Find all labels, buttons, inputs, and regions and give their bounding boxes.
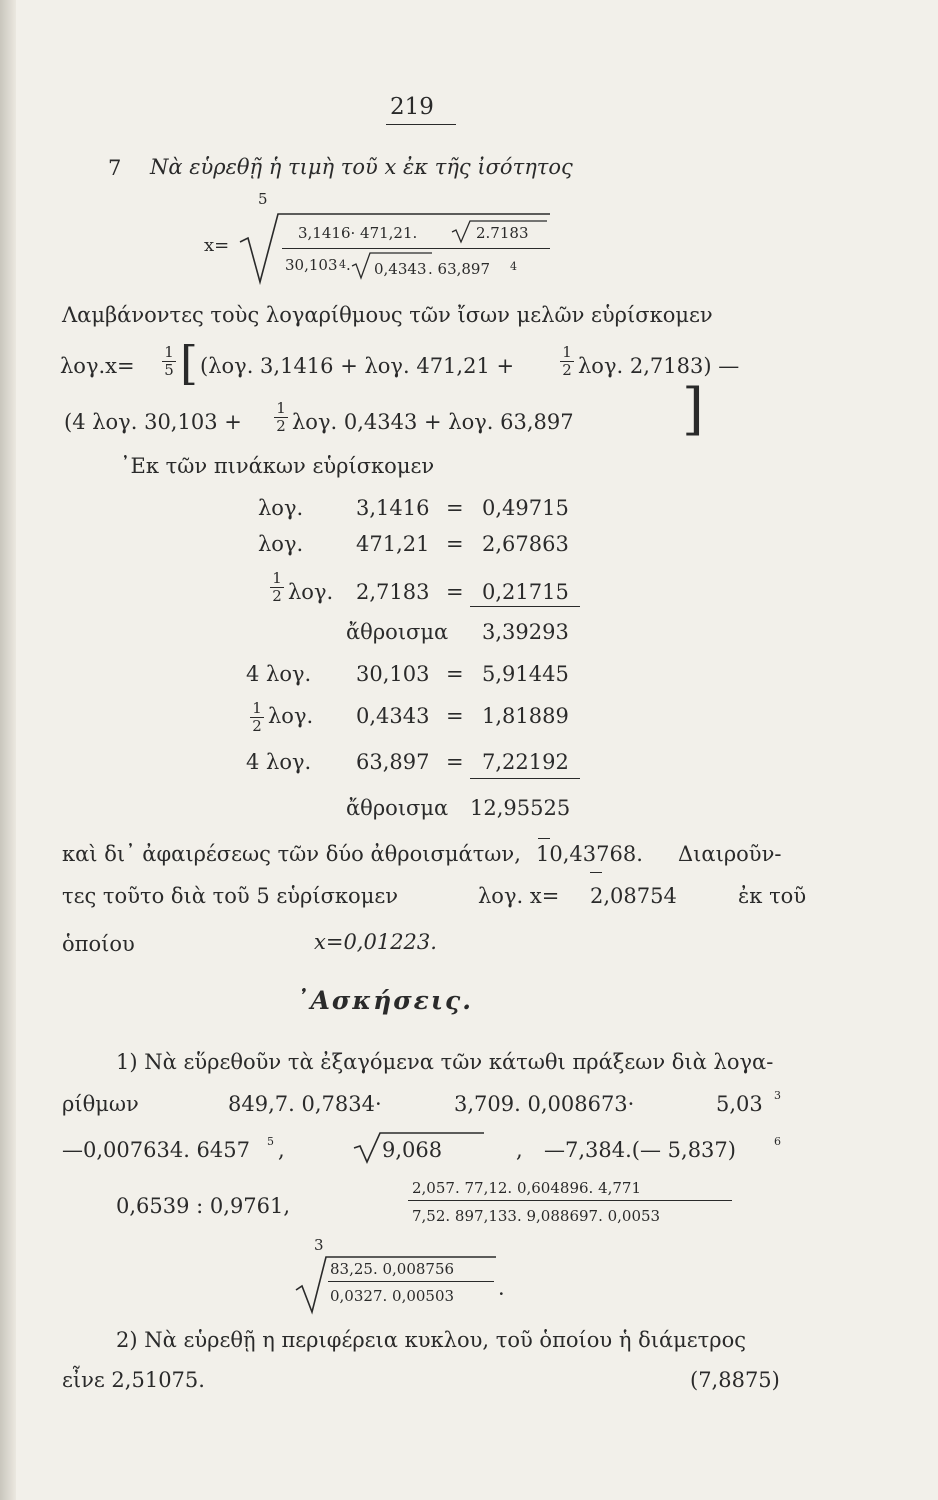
fraction-num: 1 — [274, 400, 288, 418]
ex1-l2-c: 3,709. 0,008673· — [454, 1092, 635, 1116]
result-x: x=0,01223. — [314, 930, 437, 954]
log-eq-part1: (λογ. 3,1416 + λογ. 471,21 + — [200, 354, 515, 378]
denominator-exp2: 4 — [510, 260, 517, 273]
ex1-l5-dot: · — [498, 1282, 505, 1306]
ex1-l3-root: 9,068 — [382, 1138, 443, 1162]
row-val: 5,91445 — [482, 662, 569, 686]
row-val: 3,39293 — [482, 620, 569, 644]
log-sentence: Λαμβάνοντες τοὺς λογαρίθμους τῶν ἴσων μελῶν εὑρίσκομεν — [62, 303, 713, 327]
ex1-l2-a: ρίθμων — [62, 1092, 139, 1116]
row-val: 0,21715 — [482, 580, 569, 604]
ex1-l3-b: , — [516, 1138, 523, 1162]
fraction-one-half — [560, 344, 574, 379]
denominator-exp: 4 — [339, 258, 346, 271]
log-eq-line2-b: λογ. 0,4343 + λογ. 63,897 — [292, 410, 574, 434]
row-arg: 0,4343 — [356, 704, 430, 728]
row-val: 0,49715 — [482, 496, 569, 520]
fraction-den: 2 — [272, 587, 282, 605]
row-eq: = — [446, 532, 464, 556]
fraction-bar — [408, 1200, 732, 1201]
ex1-l3-a: —0,007634. 6457 — [62, 1138, 250, 1162]
ex1-l4-frac-num: 2,057. 77,12. 0,604896. 4,771 — [412, 1179, 642, 1197]
ex1-l2-d: 5,03 — [716, 1092, 763, 1116]
row-label: λογ. — [268, 704, 314, 728]
problem-statement: Νὰ εὑρεθῇ ἡ τιμὴ τοῦ x ἐκ τῆς ἰσότητος — [150, 155, 573, 179]
ex2-l2-a: εἶνε 2,51075. — [62, 1368, 205, 1392]
result-log: 2,08754 — [590, 884, 677, 908]
fraction-den: 2 — [562, 361, 572, 379]
result-line2-a: τες τοῦτο διὰ τοῦ 5 εὑρίσκομεν — [62, 884, 398, 908]
result-line1-b: Διαιροῦν- — [678, 842, 782, 866]
ex1-l3-c: —7,384.(— 5,837) — [544, 1138, 736, 1162]
page-number-underline — [386, 124, 456, 125]
row-val: 7,22192 — [482, 750, 569, 774]
numerator-radicand: 2.7183 — [476, 224, 529, 242]
ex2-l2-b: (7,8875) — [690, 1368, 780, 1392]
problem-number: 7 — [108, 156, 122, 180]
right-bracket: ] — [682, 377, 704, 442]
sum-line — [470, 606, 580, 607]
denominator-radicand: 0,4343 — [374, 260, 427, 278]
row-label: λογ. — [288, 580, 334, 604]
row-label: ἄθροισμα — [346, 620, 449, 644]
result-line3-a: ὁποίου — [62, 932, 135, 956]
row-arg: 3,1416 — [356, 496, 430, 520]
ex1-l2-d-exp: 3 — [774, 1089, 781, 1102]
ex1-l3-comma: , — [278, 1138, 285, 1162]
page-edge — [0, 0, 16, 1500]
bar-over-digit — [590, 872, 602, 873]
result-diff: 10,43768. — [536, 842, 643, 866]
log-eq-lhs: λογ.x= — [60, 354, 135, 378]
row-eq: = — [446, 704, 464, 728]
ex1-l5-index: 3 — [314, 1236, 324, 1254]
fraction-one-half — [274, 400, 288, 435]
result-line1-a: καὶ δι᾿ ἀφαιρέσεως τῶν δύο ἀθροισμάτων, — [62, 842, 521, 866]
row-eq: = — [446, 750, 464, 774]
row-arg: 471,21 — [356, 532, 430, 556]
row-arg: 30,103 — [356, 662, 430, 686]
row-arg: 63,897 — [356, 750, 430, 774]
ex1-l5-num: 83,25. 0,008756 — [330, 1260, 455, 1278]
fraction-num: 1 — [250, 700, 264, 718]
row-label: 4 λογ. — [246, 750, 312, 774]
log-eq-line2-a: (4 λογ. 30,103 + — [64, 410, 242, 434]
row-val: 1,81889 — [482, 704, 569, 728]
row-label: 4 λογ. — [246, 662, 312, 686]
left-bracket: [ — [180, 336, 198, 390]
fraction-one-half — [250, 700, 264, 735]
main-fraction-bar — [282, 248, 550, 249]
row-label: λογ. — [258, 496, 304, 520]
row-val: 12,95525 — [470, 796, 571, 820]
ex1-l4-frac-den: 7,52. 897,133. 9,088697. 0,0053 — [412, 1207, 661, 1225]
fraction-num: 1 — [162, 344, 176, 362]
tables-sentence: ᾿Εκ τῶν πινάκων εὑρίσκομεν — [120, 454, 435, 478]
exercises-heading: ᾿Ασκήσεις. — [296, 986, 473, 1015]
ex1-l4-a: 0,6539 : 0,9761, — [116, 1194, 291, 1218]
row-eq: = — [446, 662, 464, 686]
fraction-num: 1 — [560, 344, 574, 362]
root-index: 5 — [258, 190, 268, 208]
page-number: 219 — [390, 94, 434, 120]
row-label: ἄθροισμα — [346, 796, 449, 820]
denominator-part1: 30,103 — [285, 256, 338, 274]
fraction-den: 5 — [164, 361, 174, 379]
ex1-intro: 1) Νὰ εὕρεθοῦν τὰ ἐξαγόμενα τῶν κάτωθι πράξεων διὰ λογα- — [116, 1050, 774, 1074]
ex1-l2-b: 849,7. 0,7834· — [228, 1092, 382, 1116]
numerator-main: 3,1416· 471,21. — [298, 224, 418, 242]
ex1-l5-den: 0,0327. 0,00503 — [330, 1287, 455, 1305]
fraction-den: 2 — [252, 717, 262, 735]
fraction-one-half — [270, 570, 284, 605]
log-eq-part2: λογ. 2,7183) — — [578, 354, 740, 378]
row-val: 2,67863 — [482, 532, 569, 556]
denominator-part2: . — [346, 256, 351, 274]
fraction-one-fifth — [162, 344, 176, 379]
row-arg: 2,7183 — [356, 580, 430, 604]
fraction-bar — [328, 1281, 494, 1282]
ex2-l1: 2) Νὰ εὑρεθῇ η περιφέρεια κυκλου, τοῦ ὁποίου ἡ διάμετρος — [116, 1328, 747, 1352]
eq-lhs: x= — [204, 235, 230, 256]
result-line2-b: λογ. x= — [478, 884, 560, 908]
row-eq: = — [446, 496, 464, 520]
denominator-part3: . 63,897 — [428, 260, 491, 278]
row-label: λογ. — [258, 532, 304, 556]
fraction-num: 1 — [270, 570, 284, 588]
fraction-den: 2 — [276, 417, 286, 435]
row-eq: = — [446, 580, 464, 604]
ex1-l3-a-exp: 5 — [267, 1135, 274, 1148]
ex1-l3-c-exp: 6 — [774, 1135, 781, 1148]
bar-over-digit — [538, 838, 550, 839]
sum-line — [470, 778, 580, 779]
result-line2-c: ἐκ τοῦ — [738, 884, 807, 908]
